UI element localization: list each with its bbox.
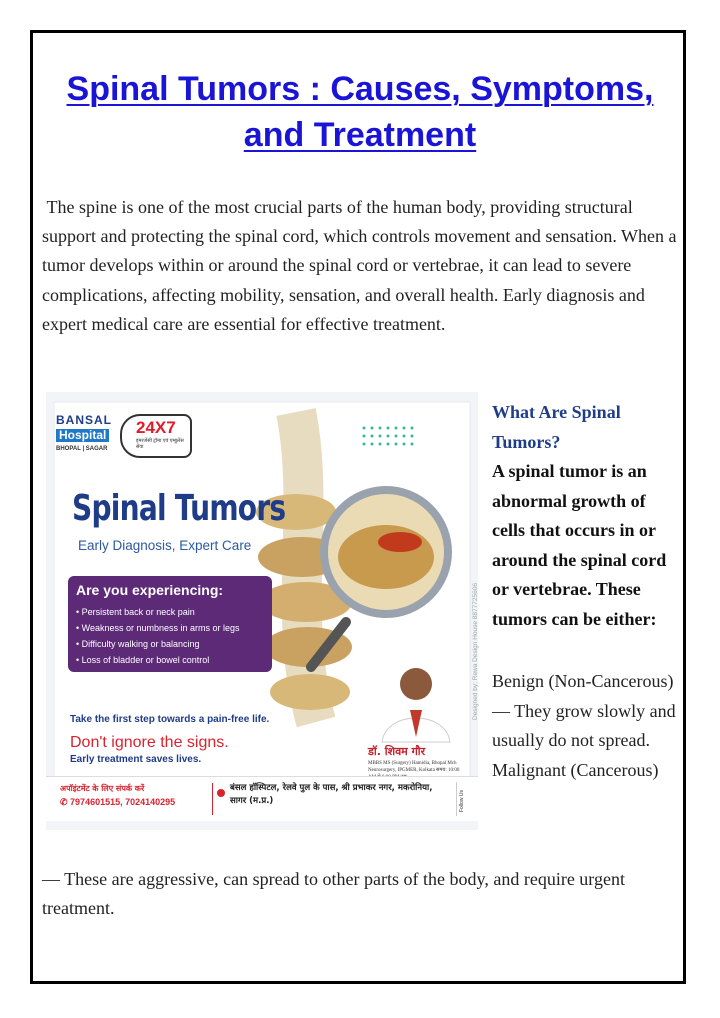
logo-hospital: Hospital [56,429,109,442]
symptoms-box [68,576,272,672]
page-title: Spinal Tumors : Causes, Symptoms, and Treatment [66,70,654,154]
phone-icon: ✆ [60,797,71,807]
phones-value: 7974601515, 7024140295 [70,797,176,807]
first-step-text: Take the first step towards a pain-free life. [70,714,270,725]
poster-title: Spinal Tumors [72,488,286,529]
doctor-name: डॉ. शिवम गौर [368,745,426,758]
logo-cities: BHOPAL | SAGAR [56,446,108,452]
definition-text: A spinal tumor is an abnormal growth of cells that occurs in or around the spinal cord or vertebrae. These tumors can be either: [492,461,667,629]
hospital-address: बंसल हॉस्पिटल, रेलवे पुल के पास, श्री प्रभाकर नगर, मकरोनिया, सागर (म.प्र.) [230,783,433,806]
follow-us [456,782,471,816]
side-column [492,398,682,785]
badge-number: 24X7 [136,418,176,437]
symptoms-list [76,604,240,668]
phone-numbers [60,797,175,808]
doctor-credentials: MBBS MS (Surgery) Hamidia, Bhopal Mch Neurosurgery, IPGMER, Kolkata समय: 10:00 [368,761,460,773]
section-heading: What Are Spinal Tumors? [492,402,621,452]
badge-text: इमरजेंसी ट्रॉमा एवं एम्बुलेंस सेवा [136,438,184,450]
benign-text: Benign (Non-Cancerous) — They grow slowly and usually do not spread. Malignant (Cancerous) [492,671,676,780]
list-item: • Loss of bladder or bowel control [76,652,240,668]
location-pin-icon [217,789,225,797]
symptoms-heading: Are you experiencing: [76,582,224,598]
logo-brand: BANSAL [56,413,112,427]
list-item: • Difficulty walking or balancing [76,636,240,652]
bottom-paragraph: — These are aggressive, can spread to other parts of the body, and require urgent treatment. [42,869,625,919]
list-item: • Weakness or numbness in arms or legs [76,620,240,636]
intro-paragraph: The spine is one of the most crucial parts of the human body, providing structural support and protecting the spinal cord, which controls movement and sensation. When a tumor develops within or around the spinal cord or vertebrae, it can lead to severe complications, affecting mobility, sensation, and overall health. Early diagnosis and expert medical care are essential for effective treatment. [42,197,682,334]
dont-ignore-text: Don't ignore the signs. [70,734,229,751]
spinal-tumors-poster [46,392,478,830]
poster-subtitle: Early Diagnosis, Expert Care [78,538,252,553]
early-treatment-text: Early treatment saves lives. [70,754,202,765]
list-item: • Persistent back or neck pain [76,604,240,620]
appointment-label: अपॉइंटमेंट के लिए संपर्क करें [60,784,145,793]
poster-footer [46,776,478,821]
follow-us-label: Follow Us [459,790,465,812]
designer-credit: Designed by: Rewa Design House 8877725606 [472,583,479,720]
emergency-badge [120,414,192,458]
hospital-logo [56,414,112,452]
footer-divider [212,783,213,815]
